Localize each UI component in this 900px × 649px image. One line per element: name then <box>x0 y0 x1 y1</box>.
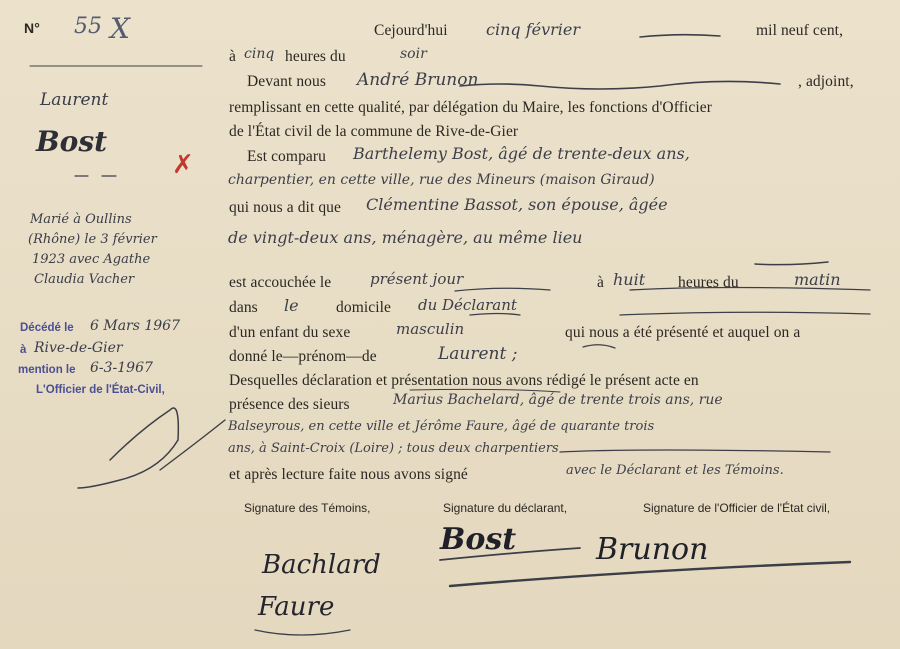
stamp-mention-label: mention le <box>18 364 76 376</box>
witness2-signature: Faure <box>258 592 335 622</box>
margin-given-name: Laurent <box>40 90 109 110</box>
stamp-mention-date: 6-3-1967 <box>90 360 153 376</box>
stamp-officier: L'Officier de l'État-Civil, <box>36 384 165 396</box>
stamp-deces-date: 6 Mars 1967 <box>90 318 180 334</box>
body-l10-a: est accouchée le <box>229 274 332 291</box>
body-l5: de l'État civil de la commune de Rive-de-Gier <box>229 123 519 140</box>
marriage-note-line: Claudia Vacher <box>34 272 135 287</box>
body-l12-a: d'un enfant du sexe <box>229 324 351 341</box>
body-l2-b: heures du <box>285 48 346 65</box>
body-l18-hw: avec le Déclarant et les Témoins. <box>566 463 784 478</box>
record-number: 55 <box>74 14 102 39</box>
body-l6-hw: Barthelemy Bost, âgé de trente-deux ans, <box>353 144 690 163</box>
body-l13-a: donné le—prénom—de <box>229 348 377 365</box>
body-l2-hw1: cinq <box>244 46 275 62</box>
marriage-note-line: (Rhône) le 3 février <box>28 232 157 247</box>
body-l10-b: à <box>597 274 604 291</box>
body-l15-a: présence des sieurs <box>229 396 350 413</box>
marriage-note-line: 1923 avec Agathe <box>32 252 151 267</box>
body-l11-hw1: le <box>284 296 299 315</box>
officer-signature-label: Signature de l'Officier de l'État civil, <box>643 501 831 515</box>
witness1-signature: Bachlard <box>262 550 381 580</box>
body-l15-hw: Marius Bachelard, âgé de trente trois ans, rue <box>393 392 723 408</box>
body-l17-hw: ans, à Saint-Croix (Loire) ; tous deux charpentiers <box>228 441 559 456</box>
declarant-signature: Bost <box>440 522 517 557</box>
record-number-label: N° <box>24 20 40 36</box>
body-l12-hw: masculin <box>396 320 465 338</box>
marriage-note-line: Marié à Oullins <box>30 212 132 227</box>
body-l1-a: Cejourd'hui <box>374 22 448 39</box>
body-l1-hw: cinq février <box>486 20 581 39</box>
body-l10-hw1: présent jour <box>370 270 464 288</box>
body-l16-hw: Balseyrous, en cette ville et Jérôme Faure, âgé de quarante trois <box>228 419 655 434</box>
body-l10-hw2: huit <box>613 270 646 289</box>
body-l14: Desquelles déclaration et présentation nous avons rédigé le présent acte en <box>229 372 699 389</box>
body-l1-b: mil neuf cent, <box>756 22 844 39</box>
margin-surname: Bost <box>36 125 108 158</box>
body-l8-hw: Clémentine Bassot, son épouse, âgée <box>366 195 668 214</box>
record-number-cross: X <box>110 12 130 45</box>
body-l18-a: et après lecture faite nous avons signé <box>229 466 468 483</box>
stamp-lieu: Rive-de-Gier <box>34 340 123 356</box>
body-l2-hw2: soir <box>400 46 427 62</box>
stamp-deces-label: Décédé le <box>20 322 74 334</box>
margin-red-mark: ✗ <box>172 150 194 180</box>
body-l11-hw2: du Déclarant <box>418 296 517 314</box>
body-l12-b: qui nous a été présenté et auquel on a <box>565 324 801 341</box>
body-l11-b: domicile <box>336 299 392 316</box>
officer-signature: Brunon <box>596 532 709 567</box>
stamp-lieu-label: à <box>20 344 27 356</box>
body-l4: remplissant en cette qualité, par délégation du Maire, les fonctions d'Officier <box>229 99 712 116</box>
witnesses-signature-label: Signature des Témoins, <box>244 501 371 515</box>
body-l10-hw3: matin <box>794 270 841 289</box>
declarant-signature-label: Signature du déclarant, <box>443 501 568 515</box>
body-l3-hw: André Brunon <box>357 70 479 90</box>
body-l13-hw: Laurent ; <box>438 344 518 364</box>
body-l2-a: à <box>229 48 236 65</box>
body-l10-c: heures du <box>678 274 739 291</box>
body-l8-a: qui nous a dit que <box>229 199 342 216</box>
body-l6-a: Est comparu <box>247 148 327 165</box>
body-l3-b: , adjoint, <box>798 73 854 90</box>
body-l7-hw: charpentier, en cette ville, rue des Mineurs (maison Giraud) <box>228 172 655 188</box>
body-l9-hw: de vingt-deux ans, ménagère, au même lieu <box>228 228 583 247</box>
body-l11-a: dans <box>229 299 258 316</box>
body-l3-a: Devant nous <box>247 73 327 90</box>
